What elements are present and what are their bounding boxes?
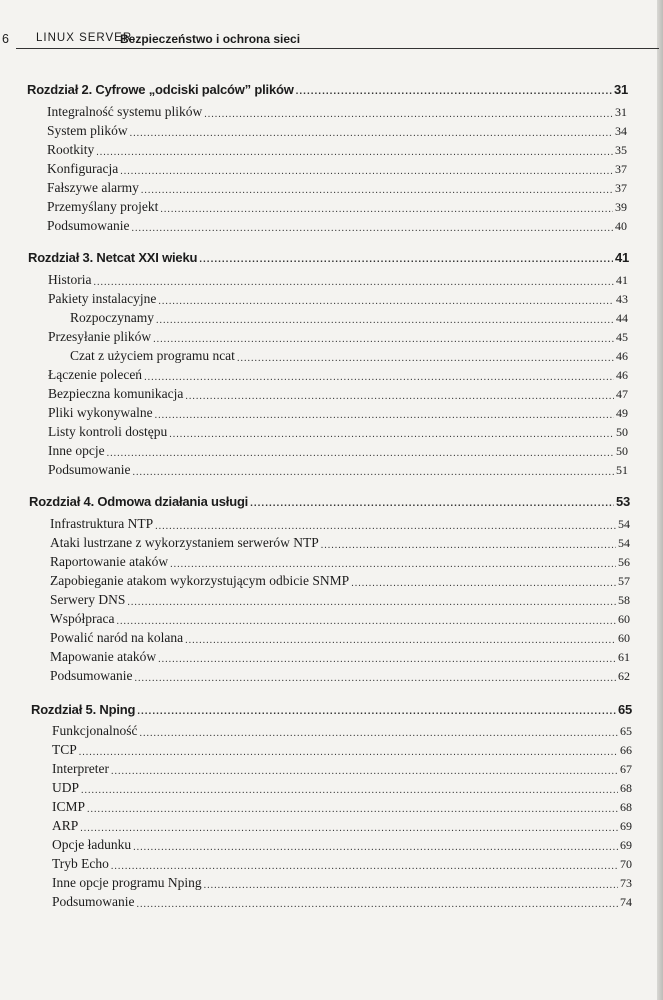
toc-entry[interactable] [48,272,628,288]
leader-dots [155,521,616,532]
entry-page: 57 [618,574,630,588]
entry-page: 69 [620,838,632,852]
entry-label: Podsumowanie [47,218,130,233]
toc-entry[interactable] [52,856,632,872]
leader-dots [158,654,616,665]
entry-label: Podsumowanie [52,894,135,909]
entry-page: 46 [616,368,628,382]
leader-dots [107,448,614,459]
leader-dots [132,223,614,234]
entry-page: 44 [616,311,628,325]
entry-label: Podsumowanie [48,462,131,477]
toc-entry[interactable] [50,573,630,589]
chapter-2-heading[interactable] [27,82,628,97]
leader-dots [237,353,614,364]
leader-dots [351,578,616,589]
header-page-number: 6 [2,32,9,46]
leader-dots [130,128,613,139]
leader-dots [87,804,618,815]
entry-page: 60 [618,631,630,645]
entry-label: Przemyślany projekt [47,199,159,214]
entry-label: Przesyłanie plików [48,329,152,344]
header-series: LINUX SERVER. [36,32,137,44]
entry-label: ARP [52,818,79,833]
toc-entry[interactable] [48,443,628,459]
toc-entry[interactable] [47,161,627,177]
entry-label: Interpreter [52,761,109,776]
leader-dots [204,880,618,891]
entry-label: Inne opcje [48,443,105,458]
entry-label: Fałszywe alarmy [47,180,139,195]
entry-page: 56 [618,555,630,569]
leader-dots [137,706,616,717]
toc-entry[interactable] [47,218,627,234]
chapter-4-heading[interactable] [29,494,630,509]
toc-entry[interactable] [50,535,630,551]
entry-page: 50 [616,425,628,439]
toc-entry[interactable] [48,405,628,421]
entry-label: Inne opcje programu Nping [52,875,202,890]
entry-label: Serwery DNS [50,592,126,607]
entry-page: 70 [620,857,632,871]
leader-dots [199,254,613,265]
leader-dots [111,766,618,777]
entry-label: Raportowanie ataków [50,554,169,569]
leader-dots [204,109,613,120]
toc-entry[interactable] [52,723,632,739]
toc-entry[interactable] [52,799,632,815]
chapter-page: 31 [613,82,628,97]
entry-page: 39 [615,200,627,214]
page-edge-shadow [657,0,663,1000]
toc-entry[interactable] [48,367,628,383]
leader-dots [155,410,614,421]
entry-label: System plików [47,123,128,138]
leader-dots [158,296,614,307]
toc-entry[interactable] [52,742,632,758]
leader-dots [321,540,616,551]
entry-label: Łączenie poleceń [48,367,143,382]
chapter-title: Rozdział 2. Cyfrowe „odciski palców” plików [27,82,294,97]
entry-page: 67 [620,762,632,776]
leader-dots [141,185,613,196]
chapter-title: Rozdział 5. Nping [31,702,136,717]
toc-entry[interactable] [52,780,632,796]
toc-entry[interactable] [50,668,630,684]
entry-label: Rootkity [47,142,95,157]
leader-dots [185,391,614,402]
leader-dots [80,823,618,834]
entry-page: 34 [615,124,627,138]
chapter-3-heading[interactable] [28,250,629,265]
entry-page: 47 [616,387,628,401]
chapter-5-heading[interactable] [31,702,632,717]
entry-page: 54 [618,536,630,550]
leader-dots [111,861,618,872]
entry-label: ICMP [52,799,86,814]
entry-page: 60 [618,612,630,626]
leader-dots [296,86,612,97]
entry-page: 45 [616,330,628,344]
leader-dots [94,277,615,288]
entry-page: 69 [620,819,632,833]
toc-entry[interactable] [47,199,627,215]
toc-entry[interactable] [47,180,627,196]
toc-entry[interactable] [47,104,627,120]
chapter-page: 65 [617,702,632,717]
entry-label: Bezpieczna komunikacja [48,386,184,401]
entry-label: Ataki lustrzane z wykorzystaniem serwerów NTP [50,535,319,550]
entry-label: Mapowanie ataków [50,649,157,664]
running-header [0,30,655,50]
toc-subentry[interactable] [70,348,628,364]
leader-dots [144,372,614,383]
entry-page: 73 [620,876,632,890]
toc-entry[interactable] [50,611,630,627]
toc-entry[interactable] [50,630,630,646]
chapter-title: Rozdział 3. Netcat XXI wieku [28,250,198,265]
leader-dots [156,315,614,326]
leader-dots [185,635,616,646]
leader-dots [140,728,619,739]
toc-entry[interactable] [50,592,630,608]
leader-dots [127,597,616,608]
entry-page: 58 [618,593,630,607]
entry-page: 35 [615,143,627,157]
entry-page: 49 [616,406,628,420]
header-rule [16,48,659,49]
entry-page: 46 [616,349,628,363]
entry-label: Rozpoczynamy [70,310,154,325]
entry-label: Konfiguracja [47,161,119,176]
header-book-title: Bezpieczeństwo i ochrona sieci [120,32,301,46]
toc-entry[interactable] [48,386,628,402]
toc-entry[interactable] [47,142,627,158]
entry-label: Pliki wykonywalne [48,405,153,420]
chapter-page: 53 [615,494,630,509]
leader-dots [81,785,618,796]
toc-entry[interactable] [52,818,632,834]
toc-entry[interactable] [52,761,632,777]
entry-label: UDP [52,780,80,795]
entry-page: 65 [620,724,632,738]
entry-label: TCP [52,742,77,757]
toc-entry[interactable] [52,837,632,853]
toc-entry[interactable] [50,516,630,532]
leader-dots [79,747,618,758]
toc-entry[interactable] [50,554,630,570]
entry-label: Opcje ładunku [52,837,132,852]
toc-entry[interactable] [48,291,628,307]
leader-dots [250,498,614,509]
entry-label: Infrastruktura NTP [50,516,154,531]
entry-page: 66 [620,743,632,757]
leader-dots [96,147,613,158]
chapter-page: 41 [614,250,629,265]
leader-dots [170,559,616,570]
toc-entry[interactable] [50,649,630,665]
entry-label: Pakiety instalacyjne [48,291,157,306]
entry-page: 68 [620,800,632,814]
leader-dots [116,616,616,627]
entry-label: Zapobieganie atakom wykorzystującym odbicie SNMP [50,573,350,588]
toc-entry[interactable] [48,462,628,478]
leader-dots [169,429,614,440]
entry-label: Czat z użyciem programu ncat [70,348,235,363]
entry-label: Integralność systemu plików [47,104,203,119]
entry-page: 40 [615,219,627,233]
leader-dots [135,673,617,684]
entry-page: 62 [618,669,630,683]
toc-entry[interactable] [48,424,628,440]
toc-entry[interactable] [52,894,632,910]
entry-page: 37 [615,181,627,195]
entry-page: 50 [616,444,628,458]
leader-dots [153,334,614,345]
leader-dots [137,899,619,910]
toc-entry[interactable] [48,329,628,345]
leader-dots [120,166,613,177]
entry-page: 43 [616,292,628,306]
chapter-title: Rozdział 4. Odmowa działania usługi [29,494,249,509]
leader-dots [133,842,618,853]
entry-label: Podsumowanie [50,668,133,683]
entry-page: 37 [615,162,627,176]
entry-page: 74 [620,895,632,909]
leader-dots [133,467,615,478]
entry-page: 51 [616,463,628,477]
entry-label: Funkcjonalność [52,723,138,738]
entry-page: 61 [618,650,630,664]
entry-label: Współpraca [50,611,115,626]
entry-page: 54 [618,517,630,531]
entry-label: Powalić naród na kolana [50,630,184,645]
entry-page: 41 [616,273,628,287]
entry-label: Listy kontroli dostępu [48,424,168,439]
entry-page: 31 [615,105,627,119]
leader-dots [160,204,613,215]
entry-page: 68 [620,781,632,795]
entry-label: Tryb Echo [52,856,109,871]
toc-entry[interactable] [47,123,627,139]
toc-subentry[interactable] [70,310,628,326]
entry-label: Historia [48,272,92,287]
toc-entry[interactable] [52,875,632,891]
